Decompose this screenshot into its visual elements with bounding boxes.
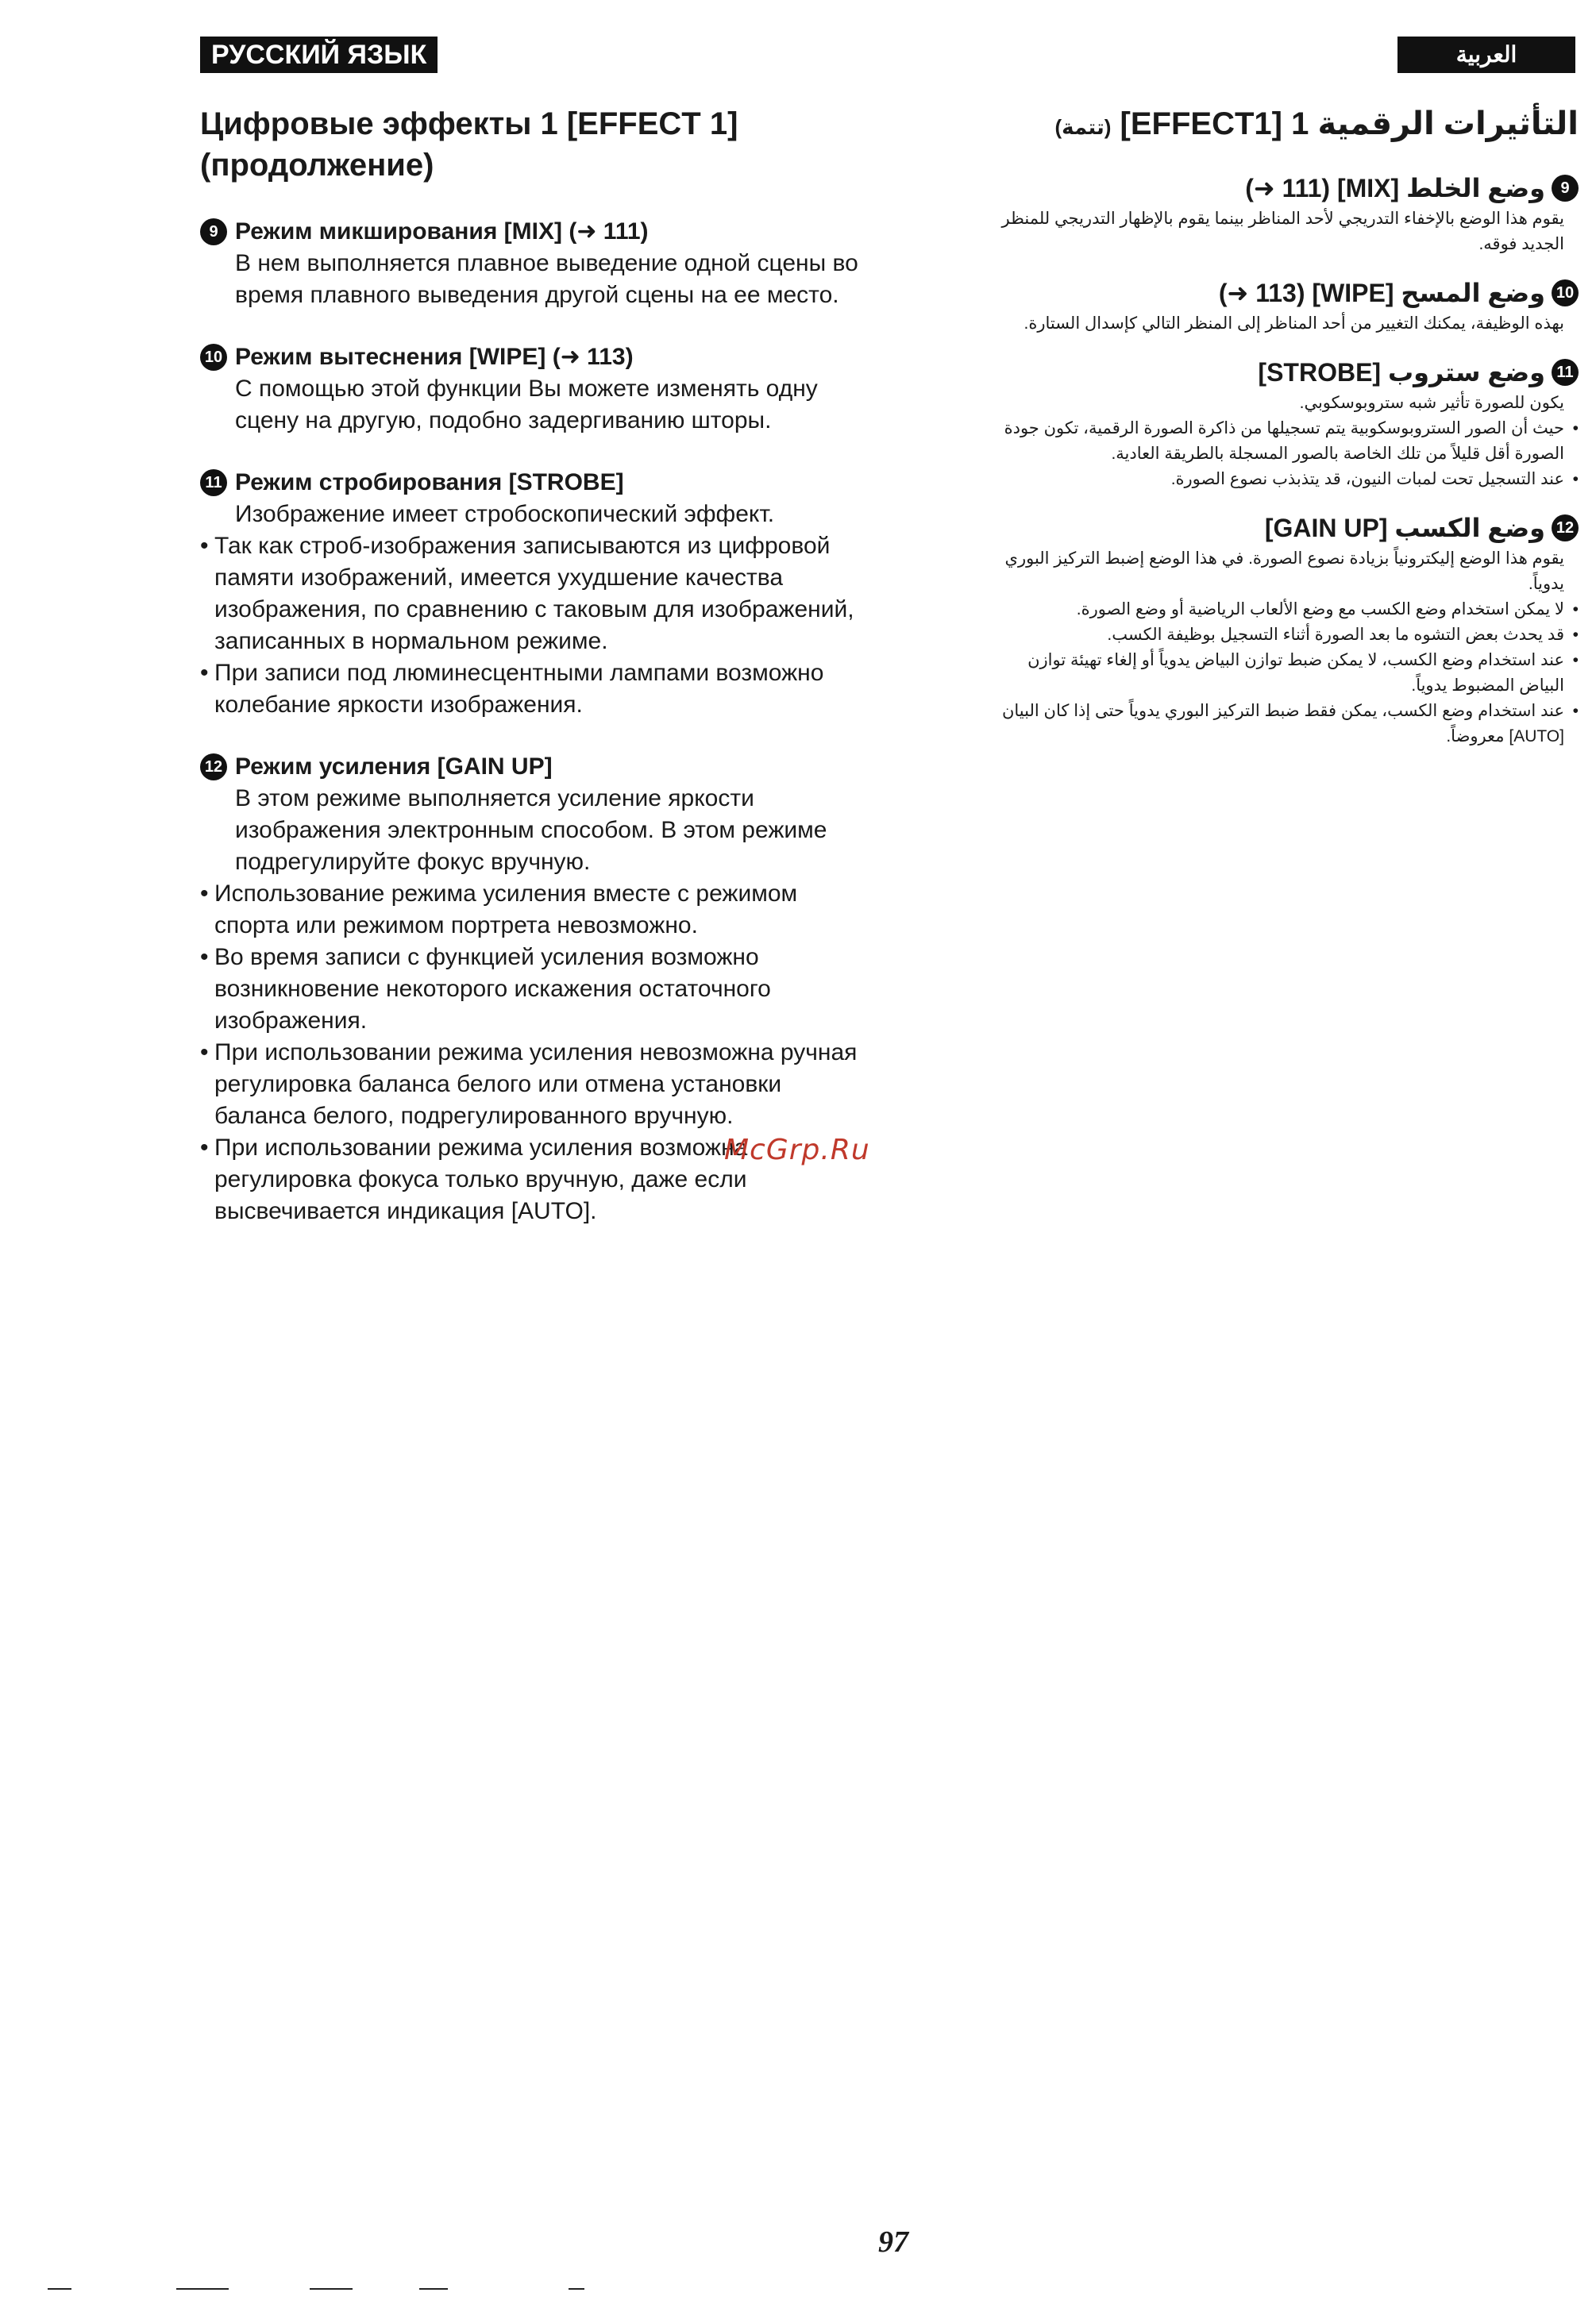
list-item: • При использовании режима усиления невозможна ручная регулировка баланса белого или отмена установки баланса белого, подрегулированного вручную. (200, 1037, 859, 1132)
ar-body-mix: يقوم هذا الوضع بالإخفاء التدريجي لأحد المناظر بينما يقوم بالإظهار التدريجي للمنظر الجديد فوقه. (1001, 210, 1564, 253)
number-11-icon: 11 (1552, 359, 1579, 386)
ru-body-mix: В нем выполняется плавное выведение одной сцены во время плавного выведения другой сцены на ее место. (235, 250, 858, 308)
ar-heading-mix: وضع الخلط [MIX] (111 ➜) (1245, 174, 1545, 202)
list-item: • لا يمكن استخدام وضع الكسب مع وضع الألعاب الرياضية أو وضع الصورة. (994, 597, 1579, 622)
ru-section-mix (200, 216, 859, 311)
ar-section-strobe (994, 354, 1579, 492)
ar-section-mix (994, 170, 1579, 257)
language-label-arabic: العربية (1397, 37, 1575, 73)
list-item: • Во время записи с функцией усиления возможно возникновение некоторого искажения остаточного изображения. (200, 942, 859, 1037)
list-item: • عند استخدام وضع الكسب، يمكن فقط ضبط التركيز البوري يدوياً حتى إذا كان البيان [AUTO] معروضاً. (994, 699, 1579, 749)
ru-body-wipe: С помощью этой функции Вы можете изменять одну сцену на другую, подобно задергиванию шторы. (235, 376, 818, 433)
arabic-column (994, 102, 1579, 767)
footer-rule (310, 2288, 353, 2290)
watermark: McGrp.Ru (724, 1134, 870, 1166)
ru-body-strobe: Изображение имеет стробоскопический эффект. (235, 501, 775, 527)
ar-title-continued: (تتمة) (1054, 115, 1112, 139)
footer-rule (569, 2288, 584, 2290)
ar-section-gain-up (994, 510, 1579, 749)
ar-body-gain-up: يقوم هذا الوضع إليكترونياً بزيادة نصوع الصورة. في هذا الوضع إضبط التركيز البوري يدوياً. (1004, 549, 1564, 593)
ar-bullets-strobe (994, 416, 1579, 492)
number-10-icon: 10 (1552, 279, 1579, 306)
page-number: 97 (878, 2225, 908, 2259)
ar-body-wipe: بهذه الوظيفة، يمكنك التغيير من أحد المناظر إلى المنظر التالي كإسدال الستارة. (1024, 314, 1564, 333)
ar-section-wipe (994, 275, 1579, 337)
list-item: • قد يحدث بعض التشوه ما بعد الصورة أثناء التسجيل بوظيفة الكسب. (994, 622, 1579, 648)
ru-heading-wipe: Режим вытеснения [WIPE] (➜ 113) (235, 344, 634, 370)
ar-bullets-gain-up (994, 597, 1579, 749)
number-12-icon: 12 (200, 753, 227, 780)
ar-heading-wipe: وضع المسح [WIPE] (113 ➜) (1218, 279, 1545, 307)
number-9-icon: 9 (1552, 175, 1579, 202)
russian-column (200, 103, 859, 1258)
footer-rule (48, 2288, 71, 2290)
list-item: • Использование режима усиления вместе с режимом спорта или режимом портрета невозможно. (200, 878, 859, 942)
ru-body-gain-up: В этом режиме выполняется усиление яркости изображения электронным способом. В этом режиме подрегулируйте фокус вручную. (235, 785, 827, 875)
number-10-icon: 10 (200, 344, 227, 371)
ru-heading-strobe: Режим стробирования [STROBE] (235, 469, 624, 495)
list-item: • Так как строб-изображения записываются из цифровой памяти изображений, имеется ухудшение качества изображения, по сравнению с таковым для изображений, записанных в нормальном режиме. (200, 530, 859, 657)
ru-title-line2: (продолжение) (200, 148, 434, 183)
ru-section-strobe (200, 467, 859, 721)
language-label-russian: РУССКИЙ ЯЗЫК (200, 37, 438, 73)
list-item: • عند استخدام وضع الكسب، لا يمكن ضبط توازن البياض يدوياً أو إلغاء تهيئة توازن البياض المضبوط يدوياً. (994, 648, 1579, 699)
number-9-icon: 9 (200, 218, 227, 245)
list-item: • При использовании режима усиления возможна регулировка фокуса только вручную, даже если высвечивается индикация [AUTO]. (200, 1132, 859, 1227)
ru-section-wipe (200, 341, 859, 437)
ru-title-line1: Цифровые эффекты 1 [EFFECT 1] (200, 106, 738, 141)
ar-title-main: التأثيرات الرقمية 1 [EFFECT1] (1120, 106, 1579, 141)
ar-page-title (994, 102, 1579, 149)
list-item: • При записи под люминесцентными лампами возможно колебание яркости изображения. (200, 657, 859, 721)
footer-rule (419, 2288, 448, 2290)
ru-bullets-gain-up (200, 878, 859, 1227)
ar-heading-gain-up: وضع الكسب [GAIN UP] (1264, 514, 1545, 542)
ru-page-title (200, 103, 859, 186)
footer-rule (176, 2288, 229, 2290)
list-item: • عند التسجيل تحت لمبات النيون، قد يتذبذب نصوع الصورة. (994, 467, 1579, 492)
ru-heading-mix: Режим микширования [MIX] (➜ 111) (235, 218, 649, 245)
list-item: • حيث أن الصور الستروبوسكوبية يتم تسجيلها من ذاكرة الصورة الرقمية، تكون جودة الصورة أقل قليلاً من تلك الخاصة بالصور المسجلة بالطريقة العادية. (994, 416, 1579, 467)
number-11-icon: 11 (200, 469, 227, 496)
ru-bullets-strobe (200, 530, 859, 721)
ar-heading-strobe: وضع ستروب [STROBE] (1258, 358, 1545, 387)
ar-body-strobe: يكون للصورة تأثير شبه ستروبوسكوبي. (1299, 394, 1564, 412)
ru-heading-gain-up: Режим усиления [GAIN UP] (235, 753, 553, 780)
number-12-icon: 12 (1552, 514, 1579, 541)
